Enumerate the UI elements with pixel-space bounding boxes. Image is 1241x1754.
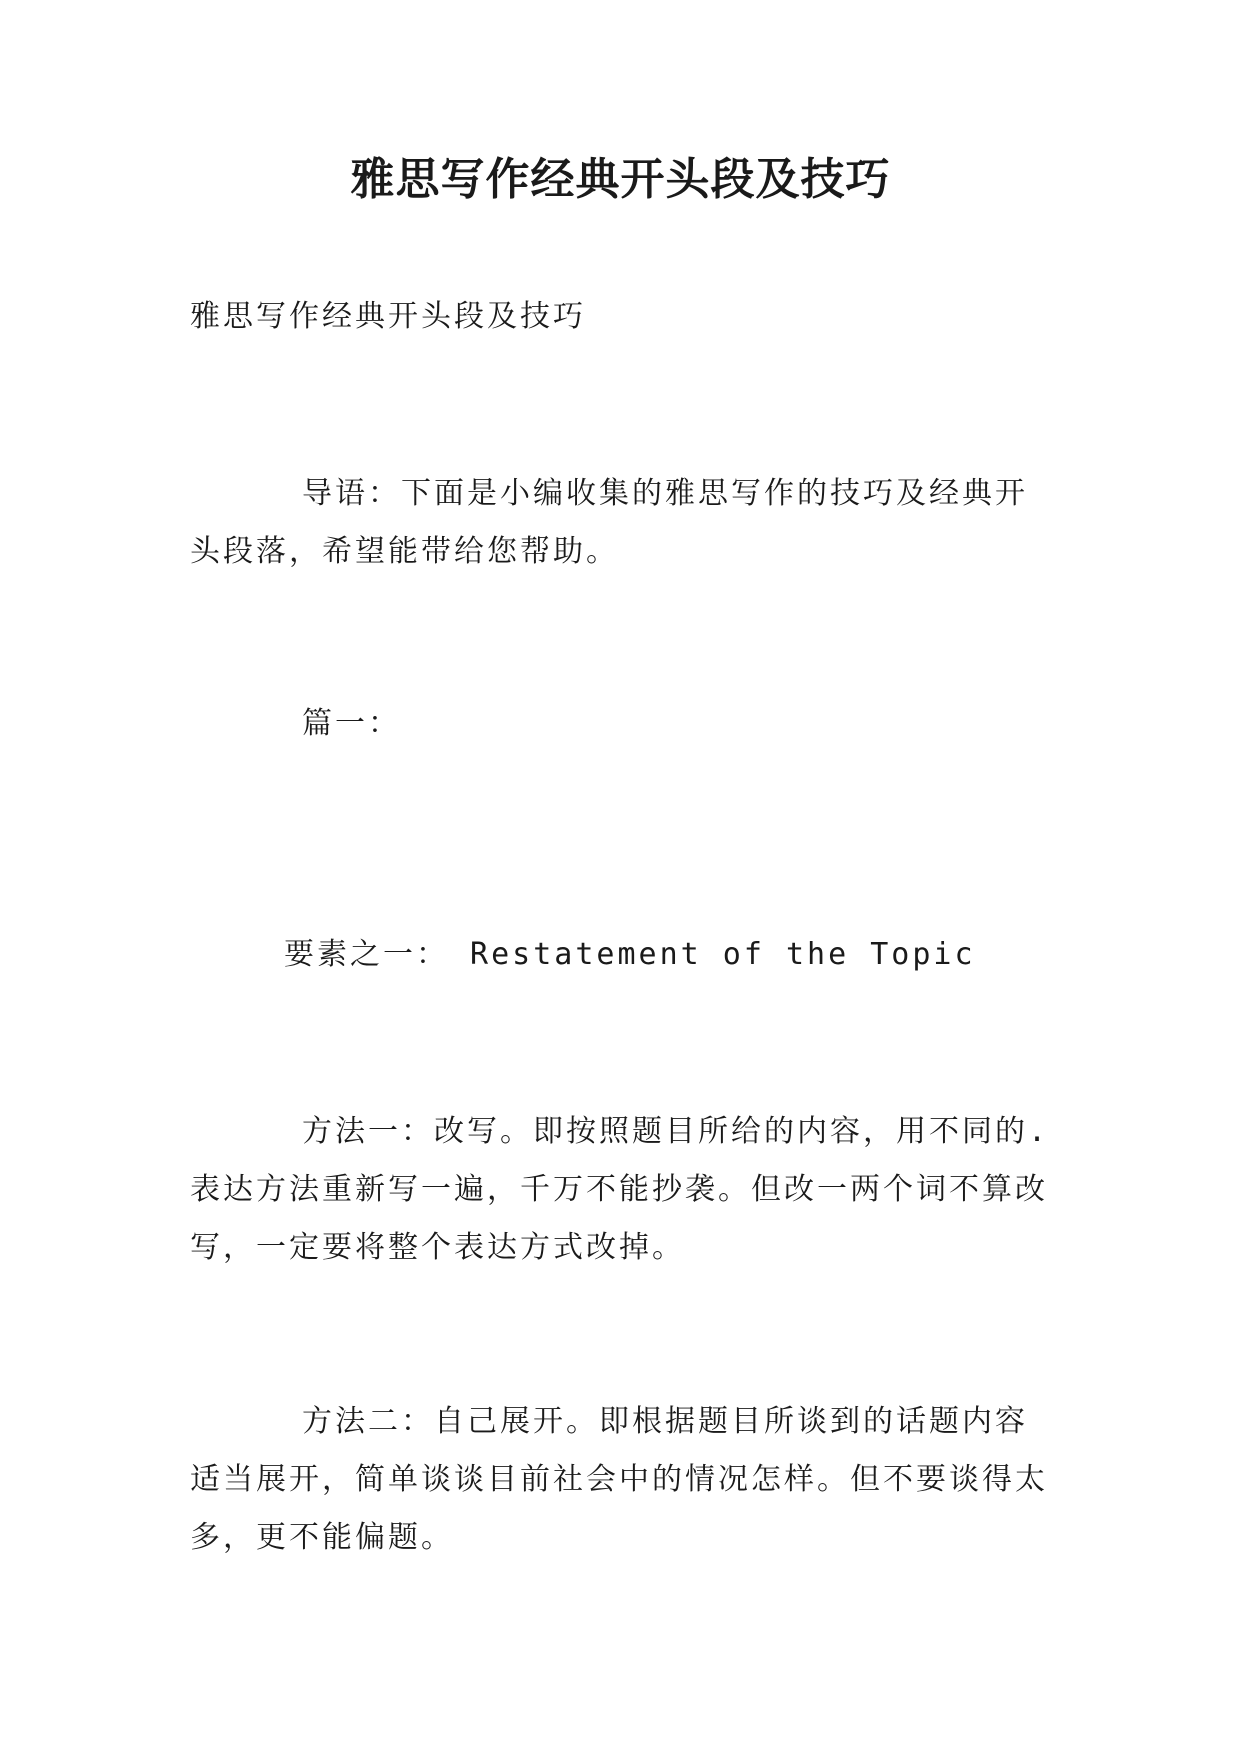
method-two-paragraph: 方法二：自己展开。即根据题目所谈到的话题内容适当展开，简单谈谈目前社会中的情况怎样。但不要谈得太多，更不能偏题。 [190,1404,1048,1555]
element-heading: 要素之一： Restatement of the Topic [284,937,976,972]
document-title: 雅思写作经典开头段及技巧 [350,154,891,205]
document-subtitle: 雅思写作经典开头段及技巧 [190,299,586,334]
intro-paragraph: 导语：下面是小编收集的雅思写作的技巧及经典开头段落，希望能带给您帮助。 [190,476,1028,569]
part-heading: 篇一： [302,706,401,741]
method-one-paragraph: 方法一：改写。即按照题目所给的内容，用不同的.表达方法重新写一遍，千万不能抄袭。但改一两个词不算改写，一定要将整个表达方式改掉。 [190,1114,1050,1265]
